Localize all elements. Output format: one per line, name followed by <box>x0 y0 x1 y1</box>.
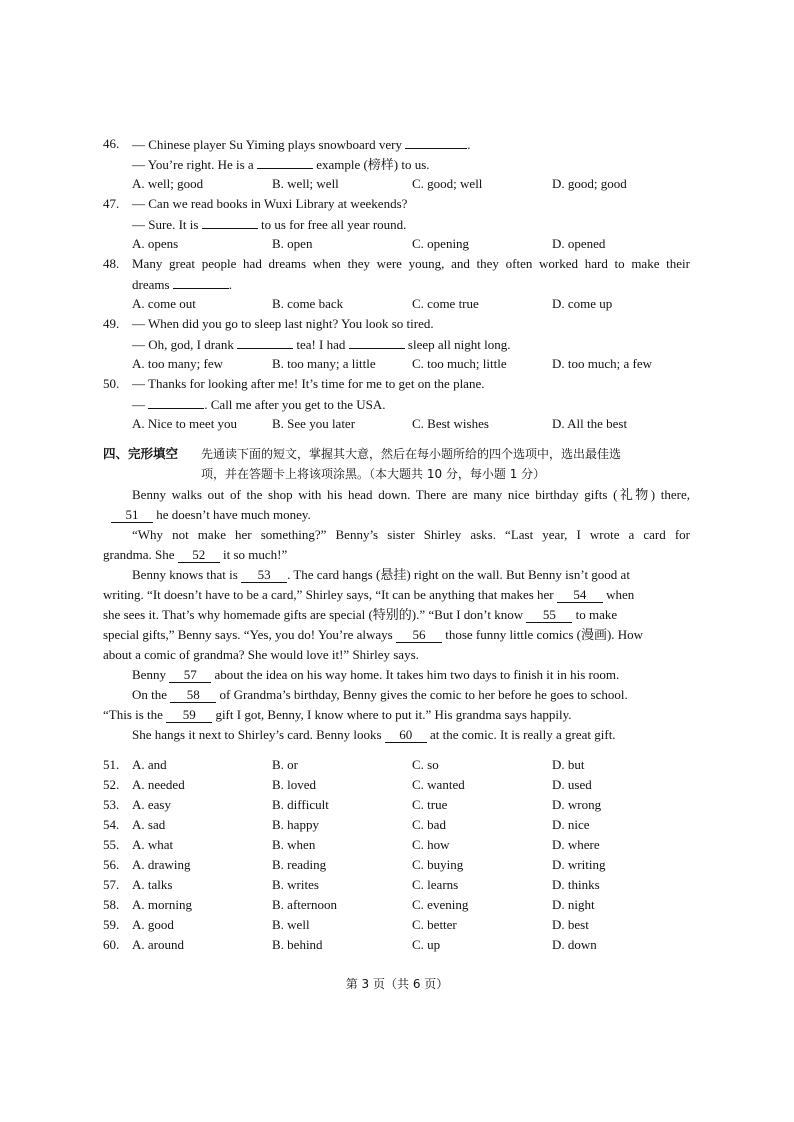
question-line: — . Call me after you get to the USA. <box>132 394 386 414</box>
passage-line: writing. “It doesn’t have to be a card,” Shirley says, “It can be anything that makes her 54 when <box>103 587 635 602</box>
blank-58: 58 <box>170 687 216 703</box>
section-instructions: 先通读下面的短文，掌握其大意，然后在每小题所给的四个选项中，选出最佳选 <box>201 447 622 461</box>
passage-line: about a comic of grandma? She would love it!” Shirley says. <box>103 647 419 662</box>
answer-blank <box>257 154 313 169</box>
question-line: — Sure. It is to us for free all year round. <box>132 214 406 234</box>
option-d[interactable]: D. too much; a few <box>552 356 653 371</box>
option-d[interactable]: D. All the best <box>552 416 628 431</box>
section-title: 四、完形填空 <box>103 446 179 461</box>
option-d[interactable]: D. thinks <box>552 877 600 892</box>
option-c[interactable]: C. buying <box>412 857 464 872</box>
answer-blank <box>349 334 405 349</box>
option-a[interactable]: A. come out <box>132 296 196 311</box>
option-b[interactable]: B. afternoon <box>272 897 337 912</box>
answer-blank <box>237 334 293 349</box>
option-c[interactable]: C. up <box>412 937 441 952</box>
question-line: — Chinese player Su Yiming plays snowboard very . <box>132 134 470 155</box>
blank-56: 56 <box>396 627 442 643</box>
option-b[interactable]: B. writes <box>272 877 319 892</box>
option-a[interactable]: A. Nice to meet you <box>132 416 238 431</box>
option-a[interactable]: A. what <box>132 837 174 852</box>
option-d[interactable]: D. used <box>552 777 592 792</box>
option-d[interactable]: D. where <box>552 837 600 852</box>
option-c[interactable]: C. good; well <box>412 176 483 191</box>
passage-line: she sees it. That’s why homemade gifts are special (特别的).” “But I don’t know 55 to make <box>103 607 618 622</box>
option-a[interactable]: A. around <box>132 937 184 952</box>
blank-57: 57 <box>169 667 211 683</box>
option-a[interactable]: A. drawing <box>132 857 191 872</box>
option-c[interactable]: C. how <box>412 837 450 852</box>
option-b[interactable]: B. come back <box>272 296 344 311</box>
passage-line: She hangs it next to Shirley’s card. Benny looks 60 at the comic. It is really a great gift. <box>132 727 616 742</box>
passage-line: grandma. She 52 it so much!” <box>103 547 288 562</box>
passage-line: 51 he doesn’t have much money. <box>111 505 311 525</box>
question-line: dreams . <box>132 274 232 294</box>
option-a[interactable]: A. well; good <box>132 176 204 191</box>
question-number: 50. <box>103 376 120 391</box>
answer-blank <box>202 214 258 229</box>
option-c[interactable]: C. bad <box>412 817 446 832</box>
option-a[interactable]: A. morning <box>132 897 192 912</box>
question-line: Many great people had dreams when they were young, and they often worked hard to make their <box>132 256 690 271</box>
blank-52: 52 <box>178 547 220 563</box>
option-a[interactable]: A. sad <box>132 817 166 832</box>
option-c[interactable]: C. Best wishes <box>412 416 489 431</box>
option-c[interactable]: C. evening <box>412 897 469 912</box>
option-c[interactable]: C. true <box>412 797 448 812</box>
question-line: — Can we read books in Wuxi Library at weekends? <box>132 196 408 211</box>
question-line: — Oh, god, I drank tea! I had sleep all night long. <box>132 334 510 354</box>
option-b[interactable]: B. well <box>272 917 310 932</box>
choice-number: 57. <box>103 877 120 892</box>
option-c[interactable]: C. better <box>412 917 457 932</box>
option-a[interactable]: A. too many; few <box>132 356 223 371</box>
option-a[interactable]: A. easy <box>132 797 171 812</box>
choice-number: 60. <box>103 937 120 952</box>
option-b[interactable]: B. open <box>272 236 313 251</box>
passage-line: Benny knows that is 53 . The card hangs (悬挂) right on the wall. But Benny isn’t good at <box>132 567 630 582</box>
question-line: — Thanks for looking after me! It’s time for me to get on the plane. <box>132 376 485 391</box>
option-b[interactable]: B. too many; a little <box>272 356 376 371</box>
question-number: 48. <box>103 256 120 271</box>
passage-line: “This is the 59 gift I got, Benny, I know where to put it.” His grandma says happily. <box>103 707 572 722</box>
option-b[interactable]: B. when <box>272 837 316 852</box>
option-d[interactable]: D. but <box>552 757 585 772</box>
passage-line: Benny 57 about the idea on his way home. It takes him two days to finish it in his room. <box>132 667 620 682</box>
option-d[interactable]: D. come up <box>552 296 613 311</box>
question-number: 47. <box>103 196 120 211</box>
blank-51: 51 <box>111 507 153 523</box>
choice-number: 56. <box>103 857 120 872</box>
question-line: — When did you go to sleep last night? You look so tired. <box>132 316 434 331</box>
option-c[interactable]: C. so <box>412 757 439 772</box>
option-d[interactable]: D. best <box>552 917 589 932</box>
answer-blank <box>148 394 204 409</box>
choice-number: 58. <box>103 897 120 912</box>
answer-blank <box>405 134 467 149</box>
option-b[interactable]: B. happy <box>272 817 319 832</box>
choice-number: 53. <box>103 797 120 812</box>
option-a[interactable]: A. opens <box>132 236 179 251</box>
option-c[interactable]: C. come true <box>412 296 479 311</box>
question-line: — You’re right. He is a example (榜样) to us. <box>132 154 430 174</box>
choice-number: 52. <box>103 777 120 792</box>
option-d[interactable]: D. night <box>552 897 595 912</box>
option-c[interactable]: C. opening <box>412 236 470 251</box>
option-d[interactable]: D. good; good <box>552 176 627 191</box>
question-number: 46. <box>103 136 120 151</box>
section-instructions: 项，并在答题卡上将该项涂黑。（本大题共 10 分，每小题 1 分） <box>201 467 546 481</box>
option-b[interactable]: B. behind <box>272 937 323 952</box>
option-b[interactable]: B. or <box>272 757 298 772</box>
option-b[interactable]: B. well; well <box>272 176 339 191</box>
passage-line: special gifts,” Benny says. “Yes, you do! You’re always 56 those funny little comics (漫画). How <box>103 627 644 642</box>
option-d[interactable]: D. nice <box>552 817 590 832</box>
passage-line: On the 58 of Grandma’s birthday, Benny gives the comic to her before he goes to school. <box>132 687 628 702</box>
choice-number: 59. <box>103 917 120 932</box>
option-a[interactable]: A. good <box>132 917 174 932</box>
blank-54: 54 <box>557 587 603 603</box>
blank-53: 53 <box>241 567 287 583</box>
option-a[interactable]: A. talks <box>132 877 173 892</box>
blank-55: 55 <box>526 607 572 623</box>
option-b[interactable]: B. loved <box>272 777 317 792</box>
option-c[interactable]: C. wanted <box>412 777 465 792</box>
option-b[interactable]: B. See you later <box>272 416 356 431</box>
answer-blank <box>173 274 229 289</box>
option-d[interactable]: D. down <box>552 937 597 952</box>
option-c[interactable]: C. learns <box>412 877 459 892</box>
option-d[interactable]: D. opened <box>552 236 606 251</box>
choice-number: 54. <box>103 817 120 832</box>
choice-number: 55. <box>103 837 120 852</box>
blank-59: 59 <box>166 707 212 723</box>
choice-number: 51. <box>103 757 120 772</box>
option-a[interactable]: A. and <box>132 757 167 772</box>
option-d[interactable]: D. wrong <box>552 797 602 812</box>
blank-60: 60 <box>385 727 427 743</box>
option-d[interactable]: D. writing <box>552 857 606 872</box>
page-footer: 第 3 页（共 6 页） <box>345 977 449 991</box>
option-c[interactable]: C. too much; little <box>412 356 507 371</box>
passage-line: Benny walks out of the shop with his head down. There are many nice birthday gifts (礼物) there, <box>132 487 690 502</box>
option-a[interactable]: A. needed <box>132 777 185 792</box>
option-b[interactable]: B. difficult <box>272 797 329 812</box>
question-number: 49. <box>103 316 120 331</box>
passage-line: “Why not make her something?” Benny’s sister Shirley asks. “Last year, I wrote a card for <box>132 527 690 542</box>
option-b[interactable]: B. reading <box>272 857 327 872</box>
